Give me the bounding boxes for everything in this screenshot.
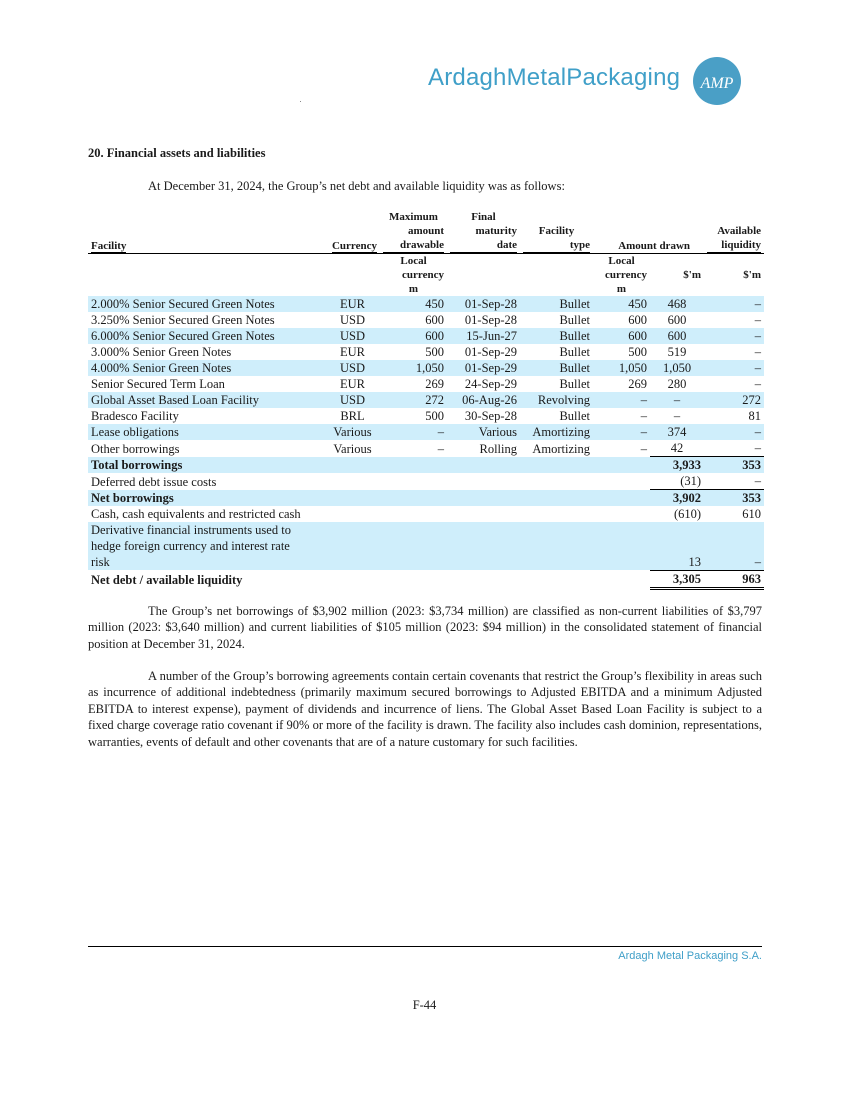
table-cell-facility: 6.000% Senior Secured Green Notes (88, 328, 325, 344)
table-cell-usd: 519 (667, 345, 687, 359)
deferred-costs-row: Deferred debt issue costs (31) – (88, 473, 764, 490)
table-cell-type: Amortizing (520, 424, 593, 440)
table-cell-usd: 600 (650, 328, 704, 344)
table-row (88, 408, 764, 424)
table-row (88, 424, 764, 440)
net-debt-row: Net debt / available liquidity 3,305 963 (88, 570, 764, 588)
section-heading: 20. Financial assets and liabilities (88, 146, 266, 160)
table-cell-avail: – (704, 424, 764, 440)
table-cell-usd: 280 (667, 377, 687, 391)
intro-text: At December 31, 2024, the Group’s net debt and available liquidity was as follows: (148, 179, 565, 193)
table-cell-max: 272 (380, 392, 447, 408)
table-cell-avail: – (754, 377, 762, 391)
table-cell-max: 600 (380, 328, 447, 344)
table-cell-maturity: 01-Sep-29 (464, 345, 517, 359)
table-cell-max: 500 (425, 345, 444, 359)
table-row (88, 312, 764, 328)
table-cell-currency: USD (325, 392, 380, 408)
table-cell-avail: 81 (748, 409, 762, 423)
table-cell-local: – (640, 409, 647, 423)
table-cell-avail: – (754, 345, 762, 359)
table-cell-maturity: 24-Sep-29 (464, 377, 517, 391)
table-cell-max: 450 (380, 296, 447, 312)
table-cell-facility: 3.000% Senior Green Notes (91, 345, 232, 359)
table-cell-usd: – (673, 409, 681, 423)
table-cell-currency: USD (339, 313, 365, 327)
table-cell-maturity: 01-Sep-28 (464, 313, 517, 327)
table-cell-local: – (593, 424, 650, 440)
table-cell-maturity: 15-Jun-27 (447, 328, 520, 344)
table-cell-max: 600 (425, 313, 444, 327)
table-cell-max: 500 (425, 409, 444, 423)
table-cell-avail: – (754, 313, 762, 327)
table-cell-max: 1,050 (380, 360, 447, 376)
table-cell-maturity: 01-Sep-28 (447, 296, 520, 312)
table-cell-avail: – (704, 296, 764, 312)
table-cell-currency: EUR (340, 377, 365, 391)
table-cell-facility: Other borrowings (91, 441, 180, 456)
monogram-letters: AMP (700, 75, 734, 92)
table-cell-facility: Global Asset Based Loan Facility (88, 392, 325, 408)
table-cell-avail: – (704, 360, 764, 376)
total-borrowings-row: Total borrowings 3,933 353 (88, 457, 764, 474)
table-cell-type: Revolving (520, 392, 593, 408)
amp-monogram-icon (691, 55, 743, 107)
table-cell-maturity: 01-Sep-29 (447, 360, 520, 376)
table-cell-maturity: Rolling (479, 441, 517, 456)
table-row (88, 328, 764, 344)
net-debt-table (88, 210, 764, 590)
table-cell-avail: 272 (704, 392, 764, 408)
footer-divider (88, 946, 762, 947)
table-cell-max: – (380, 424, 447, 440)
net-borrowings-paragraph: The Group’s net borrowings of $3,902 million (2023: $3,734 million) are classified as non-current liabilities of $3,797 million (2023: $3,640 million) and current liabilities of $105 million (2023: $94 million) in the consolidated statement of financial position at December 31, 2024. (88, 604, 762, 651)
table-cell-local: 600 (628, 313, 647, 327)
table-cell-usd: 42 (670, 441, 684, 455)
table-row (88, 440, 764, 457)
table-cell-avail: – (754, 441, 762, 455)
net-borrowings-row: Net borrowings 3,902 353 (88, 490, 764, 507)
table-cell-maturity: 30-Sep-28 (464, 409, 517, 423)
table-row (88, 376, 764, 392)
table-cell-type: Bullet (559, 377, 590, 391)
table-header-row: Facility Currency Maximum amount drawable Final maturity date Facility type Amount drawn Available liquidity (91, 211, 762, 252)
table-cell-currency: USD (325, 328, 380, 344)
table-cell-usd: 468 (650, 296, 704, 312)
footer-company: Ardagh Metal Packaging S.A. (618, 950, 762, 962)
company-logo (428, 55, 748, 109)
table-cell-currency: EUR (340, 345, 365, 359)
table-cell-currency: USD (325, 360, 380, 376)
page-number: F-44 (412, 998, 437, 1012)
table-cell-type: Amortizing (532, 441, 590, 456)
table-cell-local: 600 (593, 328, 650, 344)
table-cell-local: 269 (628, 377, 647, 391)
table-cell-local: 1,050 (593, 360, 650, 376)
table-cell-maturity: 06-Aug-26 (447, 392, 520, 408)
table-cell-local: – (640, 441, 647, 456)
table-cell-currency: Various (333, 441, 372, 456)
table-cell-max: – (437, 441, 444, 456)
table-cell-facility: Senior Secured Term Loan (91, 377, 225, 391)
table-cell-currency: BRL (340, 409, 365, 423)
derivatives-row: Derivative financial instruments used to hedge foreign currency and interest rate risk 13 – (88, 522, 764, 570)
table-cell-local: 450 (593, 296, 650, 312)
table-cell-avail: – (704, 328, 764, 344)
table-cell-local: 500 (628, 345, 647, 359)
table-cell-maturity: Various (447, 424, 520, 440)
covenants-paragraph: A number of the Group’s borrowing agreements contain certain covenants that restrict the Group’s flexibility in areas such as incurrence of additional indebtedness (primarily maximum secured borrowings to Adjusted EBITDA and a minimum Adjusted EBITDA to interest expense), payment of dividends and incurrence of liens. The Global Asset Based Loan Facility is subject to a fixed charge coverage ratio covenant if 90% or more of the facility is drawn. The facility also includes cash dominion, representations, warranties, events of default and other covenants that are of a nature customary for such facilities. (88, 669, 762, 749)
table-cell-facility: 3.250% Senior Secured Green Notes (91, 313, 275, 327)
table-row (88, 344, 764, 360)
table-cell-usd: 1,050 (650, 360, 704, 376)
table-cell-type: Bullet (520, 360, 593, 376)
stray-dot (300, 101, 301, 102)
table-cell-type: Bullet (559, 409, 590, 423)
table-cell-facility: Bradesco Facility (91, 409, 179, 423)
table-cell-type: Bullet (520, 328, 593, 344)
table-cell-max: 269 (425, 377, 444, 391)
table-cell-local: – (593, 392, 650, 408)
cash-row: Cash, cash equivalents and restricted cash (610) 610 (91, 507, 762, 521)
table-row (88, 392, 764, 408)
table-cell-facility: 4.000% Senior Green Notes (88, 360, 325, 376)
table-cell-facility: Lease obligations (88, 424, 325, 440)
table-cell-facility: 2.000% Senior Secured Green Notes (88, 296, 325, 312)
table-subheader-row: Local currency m Local currency m $'m $'m (88, 254, 764, 297)
table-cell-usd: – (650, 392, 704, 408)
table-cell-usd: 600 (667, 313, 687, 327)
table-row (88, 360, 764, 376)
table-row (88, 296, 764, 312)
table-cell-usd: 374 (650, 424, 704, 440)
table-cell-currency: Various (325, 424, 380, 440)
table-cell-currency: EUR (325, 296, 380, 312)
table-cell-type: Bullet (520, 296, 593, 312)
table-cell-type: Bullet (559, 313, 590, 327)
table-cell-type: Bullet (559, 345, 590, 359)
logo-wordmark: ArdaghMetalPackaging (428, 64, 681, 91)
